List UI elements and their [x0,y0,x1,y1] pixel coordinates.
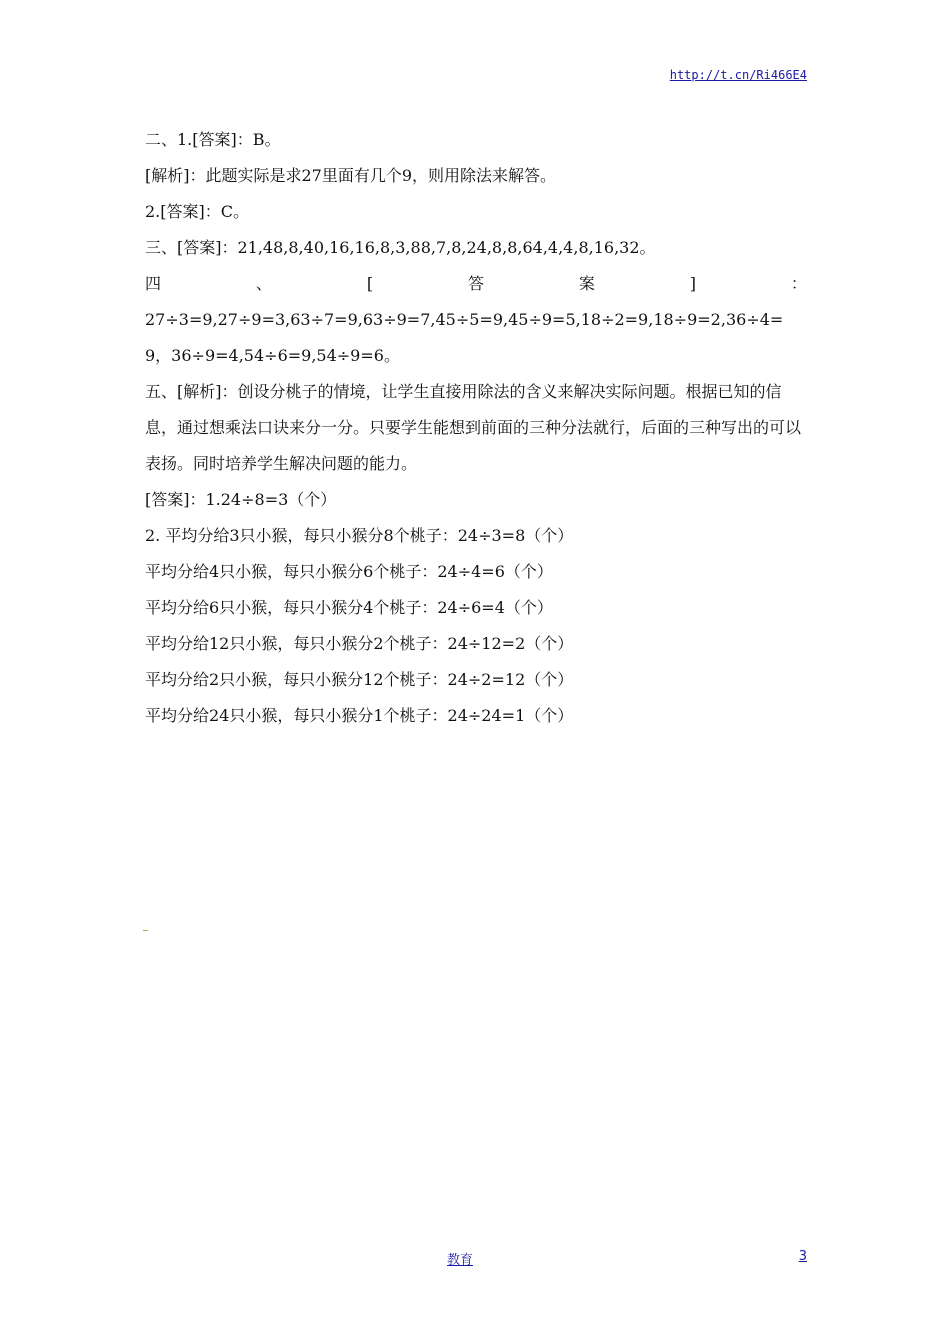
answer-line: 平均分给2只小猴，每只小猴分12个桃子：24÷2=12（个） [145,670,574,689]
answer-line: 平均分给6只小猴，每只小猴分4个桃子：24÷6=4（个） [145,598,553,617]
answer-line: 二、1.[答案]：B。 [145,130,281,149]
heading-char: [ [366,274,374,293]
answer-line: 2. 平均分给3只小猴，每只小猴分8个桃子：24÷3=8（个） [145,526,574,545]
heading-char: 案 [578,274,595,293]
answer-line: 2.[答案]：C。 [145,202,249,221]
page-number[interactable]: 3 [798,1249,807,1264]
answer-line: 平均分给4只小猴，每只小猴分6个桃子：24÷4=6（个） [145,562,553,581]
document-body [145,122,807,734]
answer-line: 三、[答案]：21,48,8,40,16,16,8,3,88,7,8,24,8,8,64,4,4,8,16,32。 [145,238,656,257]
stray-mark [143,930,148,931]
answer-line: [解析]：此题实际是求27里面有几个9，则用除法来解答。 [145,166,557,185]
heading-char: 四 [145,274,162,293]
heading-char: ] [689,274,697,293]
header-url-link[interactable]: http://t.cn/Ri466E4 [669,68,807,82]
footer-link[interactable]: 教育 [447,1253,474,1268]
section-four-heading [145,266,807,302]
heading-char: 、 [255,274,272,293]
answer-line: 平均分给24只小猴，每只小猴分1个桃子：24÷24=1（个） [145,706,574,725]
section-five-body: 五、[解析]：创设分桃子的情境，让学生直接用除法的含义来解决实际问题。根据已知的信息，通过想乘法口诀来分一分。只要学生能想到前面的三种分法就行，后面的三种写出的可以表扬。同时培养学生解决问题的能力。 [145,382,802,473]
section-four-body: 27÷3=9,27÷9=3,63÷7=9,63÷9=7,45÷5=9,45÷9=5,18÷2=9,18÷9=2,36÷4=9，36÷9=4,54÷6=9,54÷9=6。 [145,310,784,365]
answer-line: [答案]：1.24÷8=3（个） [145,490,337,509]
answer-line: 平均分给12只小猴，每只小猴分2个桃子：24÷12=2（个） [145,634,574,653]
heading-char: 答 [467,274,484,293]
heading-char: ： [790,274,807,293]
